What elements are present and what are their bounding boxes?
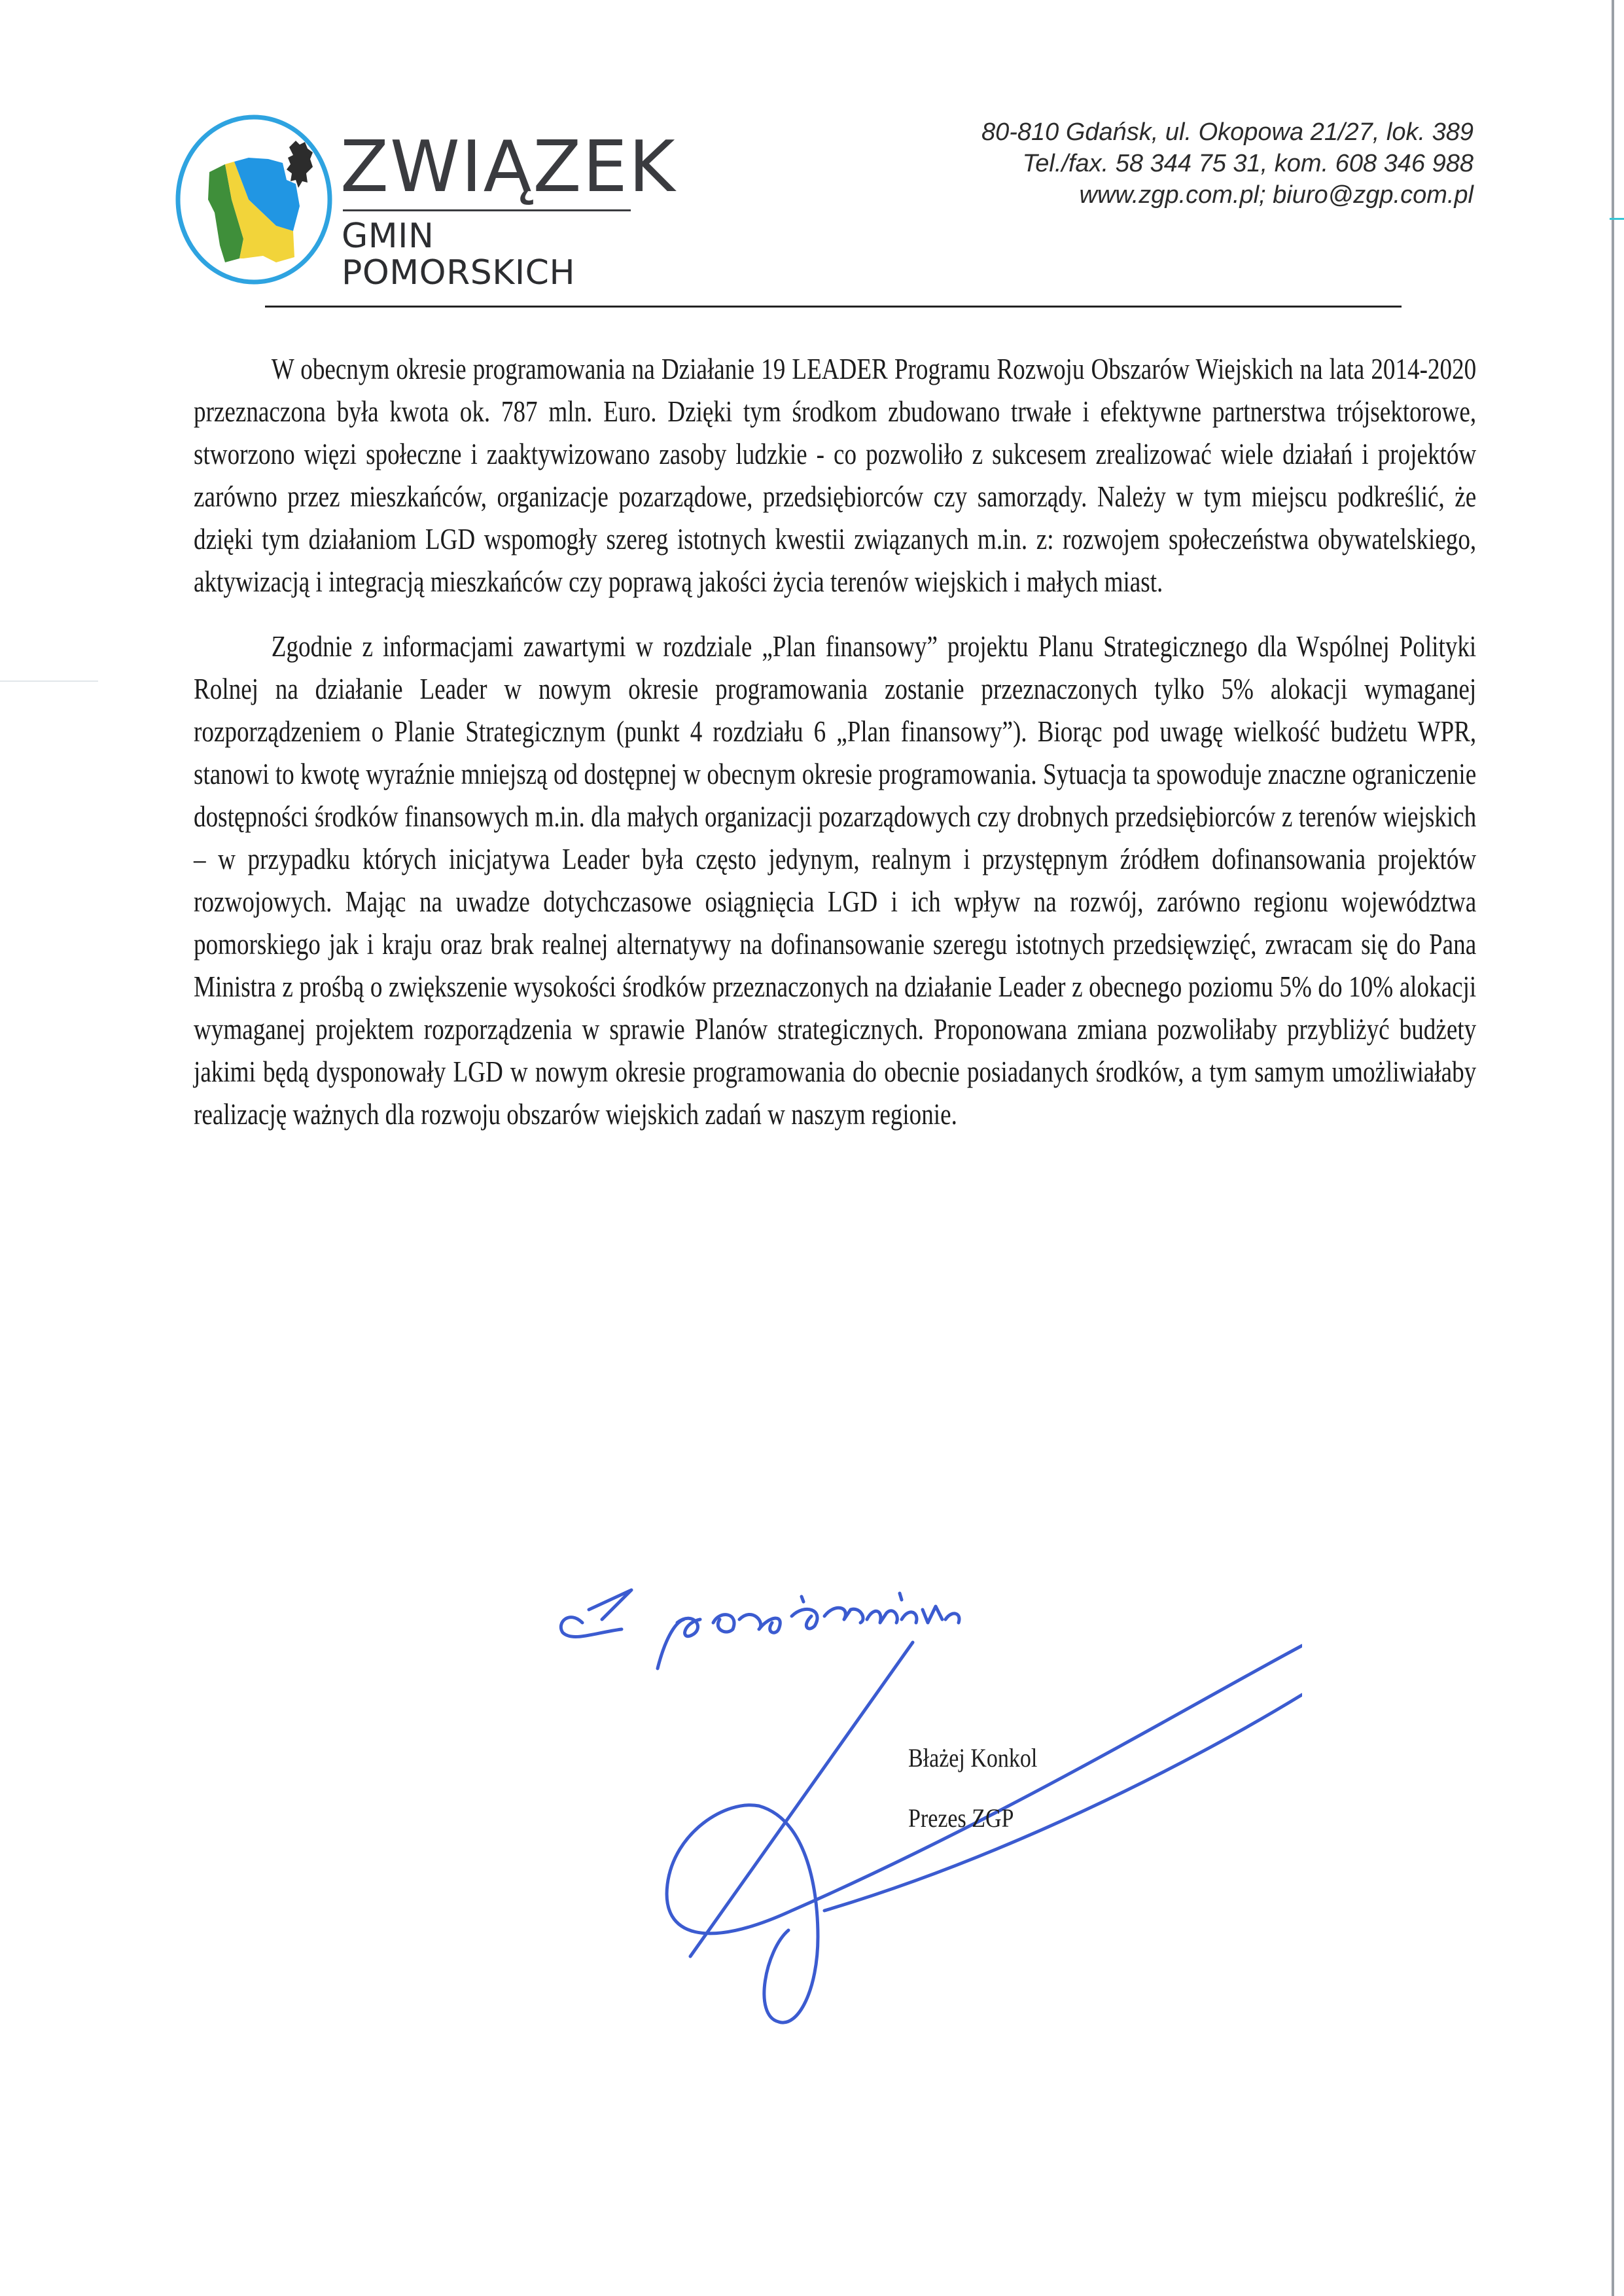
logo-divider: [343, 209, 631, 211]
pomerania-map-emblem-icon: [171, 108, 342, 291]
scan-edge-mark: [1610, 218, 1624, 220]
signatory-title: Prezes ZGP: [908, 1803, 1014, 1833]
letter-paragraph: Zgodnie z informacjami zawartymi w rozdziale „Plan finansowy” projektu Planu Strategicznego dla Wspólnej Polityki Rolnej na działanie Leader w nowym okresie programowania zostanie przeznaczonych tylko 5% alokacji wymaganej rozporządzeniem o Planie Strategicznym (punkt 4 rozdziału 6 „Plan finansowy”). Biorąc pod uwagę wielkość budżetu WPR, stanowi to kwotę wyraźnie mniejszą od dostępnej w obecnym okresie programowania. Sytuacja ta spowoduje znaczne ograniczenie dostępności środków finansowych m.in. dla małych organizacji pozarządowych czy drobnych przedsiębiorców z terenów wiejskich – w przypadku których inicjatywa Leader była często jedynym, realnym i przystępnym źródłem dofinansowania projektów rozwojowych. Mając na uwadze dotychczasowe osiągnięcia LGD i ich wpływ na rozwój, zarówno regionu województwa pomorskiego jak i kraju oraz brak realnej alternatywy na dofinansowanie szeregu istotnych przedsięwzięć, zwracam się do Pana Ministra z prośbą o zwiększenie wysokości środków przeznaczonych na działanie Leader z obecnego poziomu 5% do 10% alokacji wymaganej projektem rozporządzenia w sprawie Planów strategicznych. Proponowana zmiana pozwoliłaby przybliżyć budżety jakimi będą dysponowały LGD w nowym okresie programowania do obecnie posiadanych środków, a tym samym umożliwiałaby realizację ważnych dla rozwoju obszarów wiejskich zadań w naszym regionie.: [194, 630, 1477, 1131]
scan-fold-mark: [0, 680, 98, 682]
logo-title: ZWIĄZEK: [340, 126, 677, 208]
organization-logo: [171, 108, 677, 292]
contact-phone: Tel./fax. 58 344 75 31, kom. 608 346 988: [1022, 150, 1474, 177]
letter-body: [194, 348, 1476, 1136]
logo-subtitle: GMIN POMORSKICH: [342, 217, 576, 292]
signatory-name: Błażej Konkol: [908, 1743, 1038, 1773]
contact-web-email: www.zgp.com.pl; biuro@zgp.com.pl: [1079, 181, 1474, 209]
scan-edge-line: [1612, 0, 1614, 2296]
contact-address: 80-810 Gdańsk, ul. Okopowa 21/27, lok. 389: [981, 118, 1474, 146]
header-divider: [265, 306, 1402, 308]
letter-paragraph: W obecnym okresie programowania na Działanie 19 LEADER Programu Rozwoju Obszarów Wiejskich na lata 2014-2020 przeznaczona była kwota ok. 787 mln. Euro. Dzięki tym środkom zbudowano trwałe i efektywne partnerstwa trójsektorowe, stworzono więzi społeczne i zaaktywizowano zasoby ludzkie - co pozwoliło z sukcesem zrealizować wiele działań i projektów zarówno przez mieszkańców, organizacje pozarządowe, przedsiębiorców czy samorządy. Należy w tym miejscu podkreślić, że dzięki tym działaniom LGD wspomogły szereg istotnych kwestii związanych m.in. z: rozwojem społeczeństwa obywatelskiego, aktywizacją i integracją mieszkańców czy poprawą jakości życia terenów wiejskich i małych miast.: [194, 353, 1477, 598]
handwritten-signature: [543, 1570, 1302, 2146]
contact-block: [981, 116, 1474, 211]
